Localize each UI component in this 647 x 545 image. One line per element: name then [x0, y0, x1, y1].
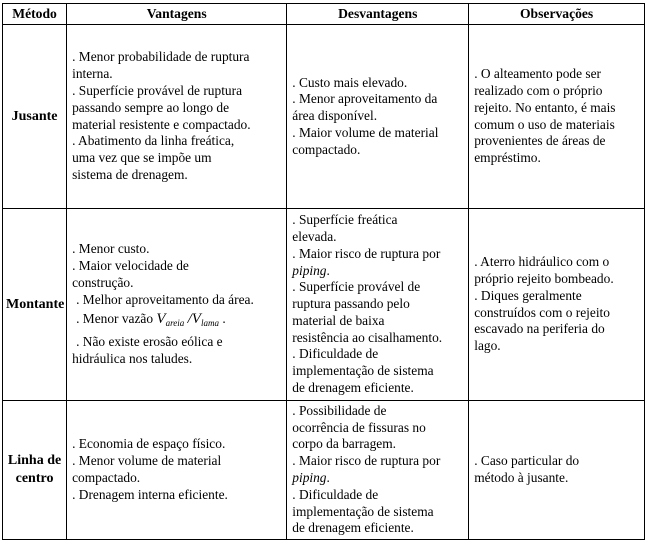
- method-cell: [3, 209, 67, 401]
- disadvantage-line: . Possibilidade de: [292, 402, 387, 418]
- observation-line: construídos com o rejeito: [474, 304, 610, 320]
- disadvantages-cell: [287, 25, 469, 209]
- method-name-line: Linha de: [7, 453, 62, 468]
- flow-ratio-line: [72, 308, 281, 334]
- piping-period: .: [326, 262, 330, 278]
- disadvantage-line: . Dificuldade de: [292, 346, 379, 362]
- piping-term: piping: [292, 470, 327, 485]
- piping-term: piping: [292, 262, 327, 278]
- advantages-cell: [67, 25, 287, 209]
- observations-cell: [469, 25, 645, 209]
- header-desvantagens: Desvantagens: [287, 4, 469, 25]
- table-row-linha-de-centro: [3, 401, 645, 540]
- advantages-cell: [67, 209, 287, 401]
- observation-line: rejeito. No entanto, é mais: [474, 99, 616, 115]
- piping-period: .: [326, 470, 330, 485]
- observation-line: . Aterro hidráulico com o: [474, 254, 610, 270]
- advantage-line: sistema de drenagem.: [72, 166, 188, 182]
- ratio-period: .: [222, 311, 226, 327]
- table-row-montante: [3, 209, 645, 401]
- header-metodo: Método: [3, 4, 67, 25]
- method-cell: [3, 401, 67, 540]
- table-header: [3, 4, 645, 25]
- disadvantage-line: . Superfície freática: [292, 212, 398, 228]
- disadvantage-line: . Custo mais elevado.: [292, 74, 408, 90]
- disadvantage-line: . Maior risco de ruptura por: [292, 245, 441, 261]
- disadvantages-cell: [287, 401, 469, 540]
- observation-line: . O alteamento pode ser: [474, 66, 602, 82]
- disadvantages-cell: [287, 209, 469, 401]
- ratio-separator: /: [187, 311, 192, 328]
- advantage-line: . Abatimento da linha freática,: [72, 133, 235, 149]
- advantage-line: . Melhor aproveitamento da área.: [76, 291, 254, 307]
- disadvantage-line: implementação de sistema: [292, 503, 434, 519]
- disadvantage-line: de drenagem eficiente.: [292, 380, 414, 396]
- disadvantage-line: . Menor aproveitamento da: [292, 91, 438, 107]
- advantage-line: . Drenagem interna eficiente.: [72, 486, 228, 502]
- disadvantage-line: área disponível.: [292, 108, 378, 124]
- advantage-line: hidráulica nos taludes.: [72, 351, 193, 367]
- table-body: [3, 25, 645, 540]
- header-vantagens: Vantagens: [67, 4, 287, 25]
- method-name: Montante: [6, 296, 65, 312]
- observations-cell: [469, 209, 645, 401]
- disadvantage-line: elevada.: [292, 228, 337, 244]
- observation-line: próprio rejeito bombeado.: [474, 270, 614, 286]
- advantage-text: . Menor vazão: [76, 311, 154, 327]
- observation-line: comum o uso de materiais: [474, 116, 615, 132]
- observation-line: . Caso particular do: [474, 453, 580, 469]
- observations-cell: [469, 401, 645, 540]
- disadvantage-line: compactado.: [292, 141, 361, 157]
- disadvantage-line: ocorrência de fissuras no: [292, 419, 426, 435]
- disadvantage-line: corpo da barragem.: [292, 436, 397, 452]
- velocity-sub-mud: lama: [200, 318, 219, 329]
- advantage-line: . Menor probabilidade de ruptura: [72, 49, 250, 65]
- disadvantage-line: de drenagem eficiente.: [292, 520, 414, 536]
- advantage-line: uma vez que se impõe um: [72, 150, 212, 166]
- observation-line: escavado na periferia do: [474, 321, 605, 337]
- observation-line: . Diques geralmente: [474, 287, 582, 303]
- advantage-line: . Menor custo.: [72, 241, 150, 257]
- observation-line: método à jusante.: [474, 470, 569, 485]
- advantage-line: . Economia de espaço físico.: [72, 436, 226, 452]
- advantage-line: construção.: [72, 274, 134, 290]
- observation-line: provenientes de áreas de: [474, 133, 606, 149]
- observation-line: lago.: [474, 338, 501, 354]
- table-row-jusante: [3, 25, 645, 209]
- disadvantage-line: material de baixa: [292, 312, 385, 328]
- disadvantage-line: resistência ao cisalhamento.: [292, 329, 443, 345]
- advantage-line: compactado.: [72, 470, 141, 485]
- advantage-line: . Maior velocidade de: [72, 257, 189, 273]
- advantage-line: passando sempre ao longo de: [72, 99, 230, 115]
- advantage-line: . Não existe erosão eólica e: [76, 334, 223, 350]
- velocity-sub-sand: areia: [165, 318, 185, 329]
- disadvantage-line: . Maior volume de material: [292, 124, 439, 140]
- velocity-var-sand: V: [156, 311, 166, 328]
- advantage-line: interna.: [72, 66, 113, 82]
- method-name-line: centro: [15, 471, 54, 486]
- comparison-table: [2, 3, 645, 540]
- disadvantage-line: implementação de sistema: [292, 363, 434, 379]
- observation-line: realizado com o próprio: [474, 82, 603, 98]
- disadvantage-line: . Maior risco de ruptura por: [292, 453, 441, 469]
- velocity-var-mud: V: [191, 311, 201, 328]
- header-row: [3, 4, 645, 25]
- disadvantage-line: [292, 263, 463, 280]
- disadvantage-line: . Dificuldade de: [292, 486, 379, 502]
- advantage-line: . Menor volume de material: [72, 453, 222, 469]
- method-name: Jusante: [11, 108, 58, 124]
- advantages-cell: [67, 401, 287, 540]
- method-cell: [3, 25, 67, 209]
- disadvantage-line: [292, 470, 463, 487]
- observation-line: empréstimo.: [474, 150, 541, 166]
- disadvantage-line: ruptura passando pelo: [292, 296, 410, 312]
- header-observacoes: Observações: [469, 4, 645, 25]
- advantage-line: . Superfície provável de ruptura: [72, 82, 243, 98]
- disadvantage-line: . Superfície provável de: [292, 279, 421, 295]
- advantage-line: material resistente e compactado.: [72, 116, 251, 132]
